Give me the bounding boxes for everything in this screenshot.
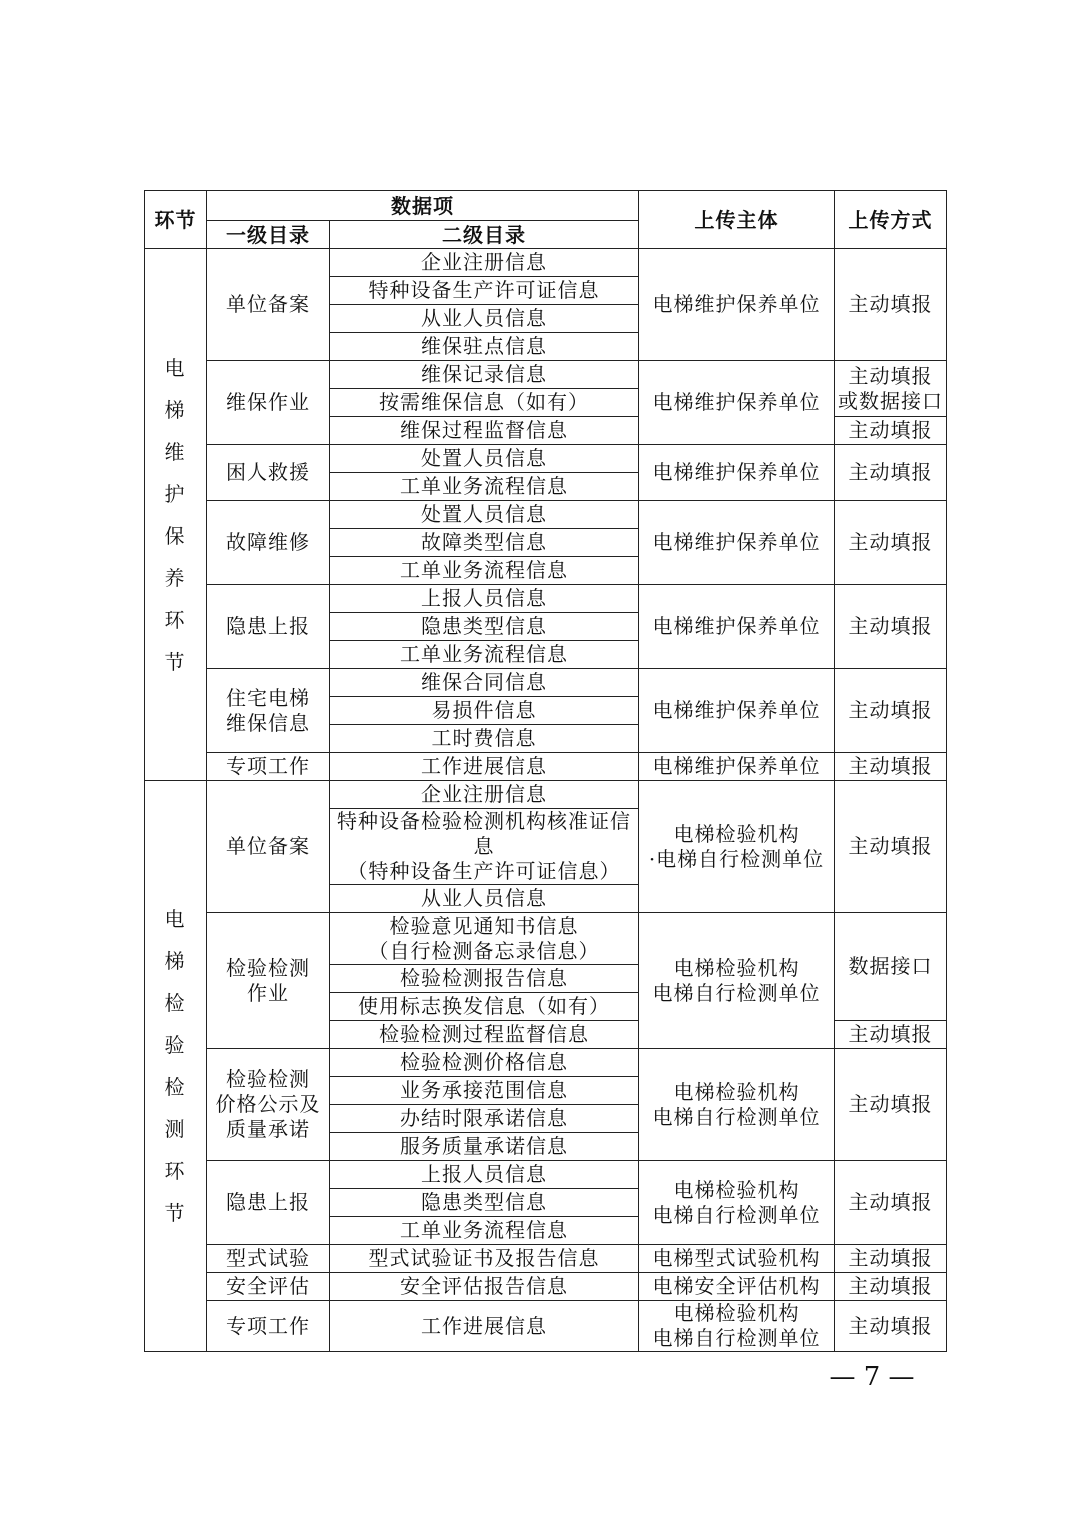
level2-cell: 维保过程监督信息 — [330, 417, 639, 445]
level1-cell: 困人救援 — [207, 445, 330, 501]
table-row — [145, 1161, 947, 1189]
table-row — [145, 1273, 947, 1301]
table-row — [145, 585, 947, 613]
level2-cell: 特种设备生产许可证信息 — [330, 277, 639, 305]
level2-cell: 工作进展信息 — [330, 753, 639, 781]
level2-cell: 办结时限承诺信息 — [330, 1105, 639, 1133]
level1-cell: 型式试验 — [207, 1245, 330, 1273]
table-row — [145, 501, 947, 529]
level2-cell: 按需维保信息（如有） — [330, 389, 639, 417]
uploader-cell: 电梯检验机构 电梯自行检测单位 — [639, 913, 835, 1049]
data-items-table — [144, 190, 947, 1352]
level2-cell: 检验检测报告信息 — [330, 965, 639, 993]
header-stage: 环节 — [145, 191, 207, 249]
header-uploader: 上传主体 — [639, 191, 835, 249]
level2-cell: 隐患类型信息 — [330, 1189, 639, 1217]
header-level2: 二级目录 — [330, 221, 639, 249]
level2-cell: 工单业务流程信息 — [330, 1217, 639, 1245]
uploader-cell: 电梯检验机构 电梯自行检测单位 — [639, 1161, 835, 1245]
level2-cell: 上报人员信息 — [330, 585, 639, 613]
level1-cell: 隐患上报 — [207, 585, 330, 669]
level2-cell: 安全评估报告信息 — [330, 1273, 639, 1301]
method-cell: 主动填报 — [835, 1245, 947, 1273]
level2-cell: 使用标志换发信息（如有） — [330, 993, 639, 1021]
table-row — [145, 1049, 947, 1077]
level2-cell: 故障类型信息 — [330, 529, 639, 557]
uploader-cell: 电梯维护保养单位 — [639, 585, 835, 669]
method-cell: 主动填报 — [835, 753, 947, 781]
level1-cell: 单位备案 — [207, 781, 330, 913]
method-cell: 主动填报 — [835, 445, 947, 501]
level2-cell: 检验检测过程监督信息 — [330, 1021, 639, 1049]
method-cell: 主动填报 — [835, 1301, 947, 1352]
level2-cell: 工单业务流程信息 — [330, 641, 639, 669]
method-cell: 主动填报 — [835, 669, 947, 753]
method-cell: 主动填报 — [835, 1021, 947, 1049]
uploader-cell: 电梯检验机构 电梯自行检测单位 — [639, 1049, 835, 1161]
method-cell: 主动填报 — [835, 585, 947, 669]
uploader-cell: 电梯维护保养单位 — [639, 361, 835, 445]
level1-cell: 专项工作 — [207, 753, 330, 781]
stage-cell — [145, 249, 207, 781]
stage-label: 电梯维护保养环节 — [164, 355, 187, 674]
stage-label: 电梯检验检测环节 — [164, 907, 187, 1225]
method-cell: 主动填报 — [835, 1273, 947, 1301]
level2-cell: 处置人员信息 — [330, 445, 639, 473]
uploader-cell: 电梯型式试验机构 — [639, 1245, 835, 1273]
level1-cell: 维保作业 — [207, 361, 330, 445]
level2-cell: 检验检测价格信息 — [330, 1049, 639, 1077]
table-row — [145, 249, 947, 277]
level1-cell: 单位备案 — [207, 249, 330, 361]
method-cell: 主动填报 — [835, 781, 947, 913]
level2-cell: 企业注册信息 — [330, 249, 639, 277]
uploader-cell: 电梯维护保养单位 — [639, 249, 835, 361]
table-row — [145, 361, 947, 389]
table-row — [145, 753, 947, 781]
method-cell: 主动填报 — [835, 417, 947, 445]
level2-cell: 易损件信息 — [330, 697, 639, 725]
level1-cell: 专项工作 — [207, 1301, 330, 1352]
level1-cell: 住宅电梯 维保信息 — [207, 669, 330, 753]
method-cell: 主动填报 — [835, 249, 947, 361]
method-cell: 主动填报 或数据接口 — [835, 361, 947, 417]
header-method: 上传方式 — [835, 191, 947, 249]
level2-cell: 业务承接范围信息 — [330, 1077, 639, 1105]
uploader-cell: 电梯维护保养单位 — [639, 669, 835, 753]
uploader-cell: 电梯安全评估机构 — [639, 1273, 835, 1301]
level2-cell: 维保合同信息 — [330, 669, 639, 697]
level1-cell: 检验检测 价格公示及 质量承诺 — [207, 1049, 330, 1161]
level2-cell: 工单业务流程信息 — [330, 557, 639, 585]
level2-cell: 服务质量承诺信息 — [330, 1133, 639, 1161]
uploader-cell: 电梯维护保养单位 — [639, 753, 835, 781]
uploader-cell: 电梯检验机构 ·电梯自行检测单位 — [639, 781, 835, 913]
level1-cell: 隐患上报 — [207, 1161, 330, 1245]
table-row — [145, 1245, 947, 1273]
level2-cell: 从业人员信息 — [330, 885, 639, 913]
level2-cell: 企业注册信息 — [330, 781, 639, 809]
table-body — [145, 249, 947, 1352]
level2-cell: 处置人员信息 — [330, 501, 639, 529]
uploader-cell: 电梯维护保养单位 — [639, 501, 835, 585]
header-level1: 一级目录 — [207, 221, 330, 249]
level1-cell: 故障维修 — [207, 501, 330, 585]
table-row — [145, 445, 947, 473]
level2-cell: 从业人员信息 — [330, 305, 639, 333]
level2-cell: 工作进展信息 — [330, 1301, 639, 1352]
method-cell: 数据接口 — [835, 913, 947, 1021]
level2-cell: 维保记录信息 — [330, 361, 639, 389]
level2-cell: 检验意见通知书信息 （自行检测备忘录信息） — [330, 913, 639, 965]
level1-cell: 安全评估 — [207, 1273, 330, 1301]
uploader-cell: 电梯检验机构 电梯自行检测单位 — [639, 1301, 835, 1352]
header-data-items: 数据项 — [207, 191, 639, 221]
method-cell: 主动填报 — [835, 1049, 947, 1161]
page-number: — 7 — — [829, 1362, 915, 1392]
level2-cell: 维保驻点信息 — [330, 333, 639, 361]
level2-cell: 隐患类型信息 — [330, 613, 639, 641]
level2-cell: 型式试验证书及报告信息 — [330, 1245, 639, 1273]
level2-cell: 上报人员信息 — [330, 1161, 639, 1189]
method-cell: 主动填报 — [835, 1161, 947, 1245]
method-cell: 主动填报 — [835, 501, 947, 585]
level2-cell: 工单业务流程信息 — [330, 473, 639, 501]
table-row — [145, 669, 947, 697]
table-row — [145, 913, 947, 965]
level2-cell: 工时费信息 — [330, 725, 639, 753]
level1-cell: 检验检测 作业 — [207, 913, 330, 1049]
table-row — [145, 1301, 947, 1352]
level2-cell: 特种设备检验检测机构核准证信息 （特种设备生产许可证信息） — [330, 809, 639, 885]
table-row — [145, 781, 947, 809]
stage-cell — [145, 781, 207, 1352]
uploader-cell: 电梯维护保养单位 — [639, 445, 835, 501]
